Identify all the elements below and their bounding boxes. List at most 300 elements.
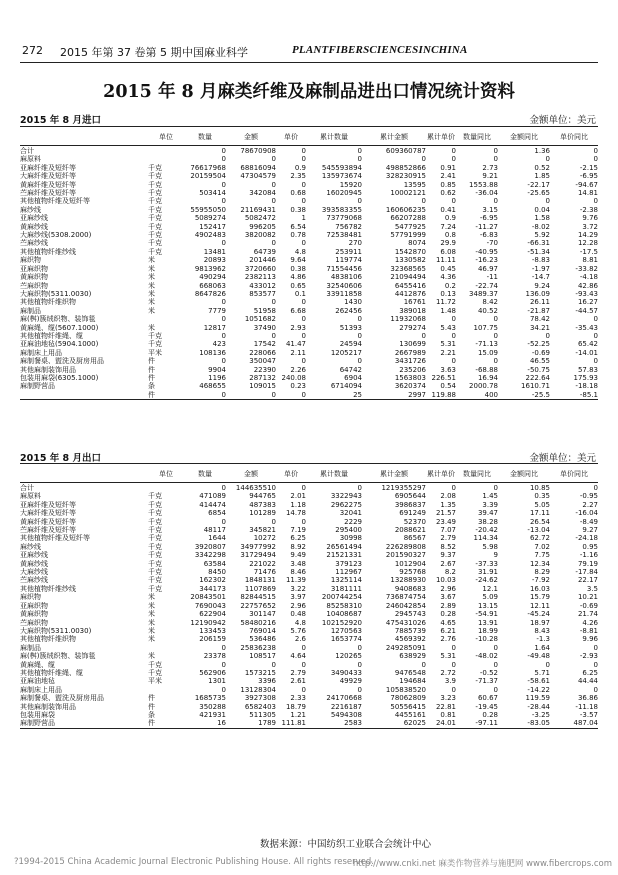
export-section-header xyxy=(20,450,598,464)
table-row xyxy=(20,172,598,180)
column-header: 累计数量 xyxy=(320,132,348,141)
table-cell: 千克 xyxy=(148,526,162,535)
table-cell: 6.68 xyxy=(290,306,306,315)
table-cell: 162302 xyxy=(199,576,226,585)
table-cell: 件 xyxy=(148,373,155,382)
table-cell: 7.02 xyxy=(534,542,550,551)
table-cell: 0.41 xyxy=(440,205,456,214)
table-cell: 4.26 xyxy=(582,618,598,627)
table-cell: 0 xyxy=(451,155,456,164)
export-label: 2015 年 8 月出口 xyxy=(20,453,101,464)
table-header-row xyxy=(20,128,598,146)
table-cell: 5.31 xyxy=(440,652,456,661)
table-cell: 471089 xyxy=(199,492,226,501)
table-cell: 2.96 xyxy=(440,584,456,593)
table-cell: 0 xyxy=(493,315,498,324)
table-cell: 468655 xyxy=(199,382,226,391)
table-cell: 20893 xyxy=(203,256,226,265)
table-row xyxy=(20,357,598,365)
table-cell: -17.5 xyxy=(579,247,598,256)
table-cell: 71554456 xyxy=(326,264,362,273)
table-cell: 大麻织物(5311.0030) xyxy=(20,626,92,635)
table-cell: 2.33 xyxy=(290,694,306,703)
table-cell: -48.02 xyxy=(475,652,498,661)
column-header: 金额同比 xyxy=(510,132,538,141)
column-header: 金额 xyxy=(244,132,258,141)
table-cell: 2962275 xyxy=(330,500,362,509)
table-cell: 0 xyxy=(301,147,306,155)
table-cell: -33.82 xyxy=(575,264,598,273)
table-row xyxy=(20,551,598,559)
table-cell: 8.2 xyxy=(444,568,456,577)
table-cell: 13288930 xyxy=(390,576,426,585)
table-cell: 0 xyxy=(451,357,456,366)
table-cell: 119.88 xyxy=(426,391,456,400)
table-cell: 麻制床上用品 xyxy=(20,685,62,694)
table-cell: 226.51 xyxy=(431,373,456,382)
table-cell: 17542 xyxy=(253,340,276,349)
table-cell: -3.57 xyxy=(579,710,598,719)
page-title: 2015 年 8 月麻类纤维及麻制品进出口情况统计资料 xyxy=(103,82,515,102)
table-cell: 6.54 xyxy=(290,222,306,231)
table-cell: 0 xyxy=(421,155,426,164)
table-cell: 亚麻油地毡 xyxy=(20,677,55,686)
table-cell: -6.95 xyxy=(579,172,598,181)
table-cell: 32540606 xyxy=(326,281,362,290)
table-cell: 7.19 xyxy=(290,526,306,535)
table-cell: 0 xyxy=(301,180,306,189)
table-cell: 0 xyxy=(271,331,276,340)
table-cell: 0.9 xyxy=(294,163,306,172)
table-cell: 9904 xyxy=(208,365,226,374)
table-cell: 1.35 xyxy=(440,500,456,509)
table-cell: 麻(桝)簇绒织物、装饰毯 xyxy=(20,315,96,324)
table-cell: 0.35 xyxy=(534,492,550,501)
table-cell: 千克 xyxy=(148,163,162,172)
page-footer xyxy=(14,857,612,867)
table-cell: 944765 xyxy=(249,492,276,501)
table-cell: 15.09 xyxy=(477,348,498,357)
table-cell: 0 xyxy=(301,315,306,324)
table-cell: 5.98 xyxy=(482,542,498,551)
import-unit-note: 金额单位：美元 xyxy=(529,115,596,126)
table-cell: 0 xyxy=(451,660,456,669)
table-row xyxy=(20,593,598,601)
table-cell: 7.24 xyxy=(440,222,456,231)
table-cell: 119.59 xyxy=(525,694,550,703)
column-header: 数量 xyxy=(198,469,212,478)
table-cell: -28.44 xyxy=(527,702,550,711)
table-cell: 千克 xyxy=(148,247,162,256)
table-cell: 8074 xyxy=(408,239,426,248)
journal-name-en: PLANTFIBERSCIENCESINCHINA xyxy=(292,44,468,56)
table-cell: 0 xyxy=(493,357,498,366)
table-cell: 10002121 xyxy=(390,189,426,198)
table-cell: -94.67 xyxy=(575,180,598,189)
table-cell: 2.76 xyxy=(440,635,456,644)
table-cell: 295400 xyxy=(335,526,362,535)
table-row xyxy=(20,324,598,332)
table-cell: 2583 xyxy=(306,719,362,728)
table-cell: 536486 xyxy=(249,635,276,644)
table-cell: 麻制床上用品 xyxy=(20,348,62,357)
column-header: 累计单价 xyxy=(427,132,455,141)
table-cell: 3342298 xyxy=(194,551,226,560)
table-cell: 1.18 xyxy=(290,500,306,509)
table-cell: 千克 xyxy=(148,500,162,509)
table-cell: 114.34 xyxy=(473,534,498,543)
column-header: 单价 xyxy=(284,132,298,141)
column-header: 累计金额 xyxy=(380,132,408,141)
column-header: 累计单价 xyxy=(427,469,455,478)
table-cell: 222.64 xyxy=(525,373,550,382)
table-cell: 60.67 xyxy=(477,694,498,703)
table-cell: -44.57 xyxy=(575,306,598,315)
table-cell: 16761 xyxy=(403,298,426,307)
table-cell: 562906 xyxy=(199,668,226,677)
table-cell: 黄麻绳、缆 xyxy=(20,660,55,669)
cnki-link[interactable]: http://www.cnki.net xyxy=(352,859,436,869)
table-cell: 千克 xyxy=(148,189,162,198)
table-cell: 57.83 xyxy=(577,365,598,374)
table-cell: 0 xyxy=(221,643,226,652)
table-cell: 2229 xyxy=(344,517,362,526)
table-cell: 亚麻纱线 xyxy=(20,214,48,223)
table-cell: 5.71 xyxy=(534,668,550,677)
table-cell: 0 xyxy=(593,315,598,324)
table-cell: 71476 xyxy=(253,568,276,577)
table-row xyxy=(20,189,598,197)
table-cell: 3431726 xyxy=(394,357,426,366)
table-cell: 0 xyxy=(221,517,226,526)
table-row xyxy=(20,602,598,610)
table-cell: 9.37 xyxy=(440,551,456,560)
table-cell: 62025 xyxy=(362,719,426,728)
table-cell: 3.67 xyxy=(440,593,456,602)
table-cell: 3.23 xyxy=(440,694,456,703)
table-cell: 24170668 xyxy=(326,694,362,703)
table-cell: 37490 xyxy=(253,323,276,332)
table-cell: 7.75 xyxy=(534,551,550,560)
table-cell: -40.95 xyxy=(475,247,498,256)
column-header: 数量同比 xyxy=(463,469,491,478)
table-cell: 4.8 xyxy=(294,247,306,256)
table-cell: 3.39 xyxy=(482,500,498,509)
table-cell: 108136 xyxy=(199,348,226,357)
table-row xyxy=(20,501,598,509)
table-cell: 0 xyxy=(271,197,276,206)
table-cell: 152417 xyxy=(199,222,226,231)
table-cell: -97.11 xyxy=(456,719,498,728)
table-cell: 2.79 xyxy=(290,668,306,677)
table-cell: 4569392 xyxy=(394,635,426,644)
table-cell: 253911 xyxy=(335,247,362,256)
table-cell: 24.01 xyxy=(426,719,456,728)
table-row xyxy=(20,248,598,256)
table-cell: 8.52 xyxy=(440,542,456,551)
table-cell: 2.93 xyxy=(290,323,306,332)
table-cell: 200744254 xyxy=(321,593,362,602)
table-cell: 11.72 xyxy=(435,298,456,307)
table-cell: 42.86 xyxy=(577,281,598,290)
table-cell: -68.88 xyxy=(475,365,498,374)
table-cell: 苎麻纱线 xyxy=(20,239,48,248)
table-row xyxy=(20,298,598,306)
table-cell: 3489.37 xyxy=(469,289,498,298)
table-cell: 5.76 xyxy=(290,626,306,635)
table-cell: 合计 xyxy=(20,484,34,492)
table-cell: 0 xyxy=(301,155,306,164)
table-cell: 6.08 xyxy=(440,247,456,256)
table-cell: 135973674 xyxy=(321,172,362,181)
table-cell: 8.29 xyxy=(534,568,550,577)
table-cell: 1553.88 xyxy=(469,180,498,189)
table-cell: 40.52 xyxy=(477,306,498,315)
table-cell: 2945743 xyxy=(394,610,426,619)
table-cell: 1573215 xyxy=(244,668,276,677)
table-cell: -13.04 xyxy=(527,526,550,535)
column-header: 累计数量 xyxy=(320,469,348,478)
table-cell: 2.21 xyxy=(440,348,456,357)
table-row xyxy=(20,585,598,593)
table-cell: 29.9 xyxy=(440,239,456,248)
table-cell: 麻纱线 xyxy=(20,205,41,214)
table-cell: 16.94 xyxy=(477,373,498,382)
table-row xyxy=(20,576,598,584)
table-cell: -22.17 xyxy=(527,180,550,189)
table-cell: 条 xyxy=(148,382,155,391)
table-cell: 亚麻油地毡(5904.1000) xyxy=(20,340,99,349)
table-cell: 10.03 xyxy=(435,576,456,585)
table-cell: 0 xyxy=(493,484,498,492)
table-cell: 7.07 xyxy=(440,526,456,535)
table-cell: 0 xyxy=(357,331,362,340)
table-row xyxy=(20,711,598,719)
column-header: 单价 xyxy=(284,469,298,478)
table-cell: 5.09 xyxy=(482,593,498,602)
table-cell: 21.57 xyxy=(435,509,456,518)
table-cell: 3.5 xyxy=(586,584,598,593)
table-cell: 3322943 xyxy=(330,492,362,501)
table-cell: 苎麻纱线 xyxy=(20,576,48,585)
table-cell: 0 xyxy=(221,660,226,669)
table-cell: 68816094 xyxy=(240,163,276,172)
table-cell: 0 xyxy=(221,239,226,248)
table-cell: 8.42 xyxy=(482,298,498,307)
table-cell: 其他麻制装饰用品 xyxy=(20,365,76,374)
table-cell: -0.52 xyxy=(479,668,498,677)
table-cell: 78670908 xyxy=(240,147,276,155)
table-cell: 2.67 xyxy=(440,559,456,568)
table-cell: 0 xyxy=(493,685,498,694)
table-cell: 2088621 xyxy=(394,526,426,535)
table-cell: -35.43 xyxy=(575,323,598,332)
table-cell: 0.23 xyxy=(290,382,306,391)
table-cell: 421931 xyxy=(199,710,226,719)
table-cell: 平米 xyxy=(148,677,162,686)
table-cell: 千克 xyxy=(148,340,162,349)
table-cell xyxy=(148,147,184,155)
table-row xyxy=(20,669,598,677)
table-cell: 0.8 xyxy=(444,231,456,240)
table-cell: -52.25 xyxy=(527,340,550,349)
table-cell: 925768 xyxy=(399,568,426,577)
table-cell: 7885739 xyxy=(394,626,426,635)
table-cell: 22.81 xyxy=(435,702,456,711)
table-cell: 622904 xyxy=(199,610,226,619)
import-section-header xyxy=(20,112,598,126)
table-cell: -14.7 xyxy=(531,273,550,282)
table-cell xyxy=(20,391,148,400)
table-row xyxy=(20,265,598,273)
table-cell: 136.09 xyxy=(525,289,550,298)
table-cell: -14.22 xyxy=(527,685,550,694)
table-cell: 14.78 xyxy=(285,509,306,518)
table-cell: 0 xyxy=(221,155,226,164)
table-cell: 16020945 xyxy=(326,189,362,198)
table-cell: 0 xyxy=(221,315,226,324)
table-cell: 160606235 xyxy=(385,205,426,214)
export-top-rule xyxy=(20,463,598,464)
table-cell: 3.63 xyxy=(440,365,456,374)
table-cell: 18.79 xyxy=(285,702,306,711)
table-cell: 0 xyxy=(451,147,456,155)
table-cell: 46.97 xyxy=(477,264,498,273)
table-cell: 25 xyxy=(306,391,362,400)
table-cell: 亚麻织物 xyxy=(20,601,48,610)
table-cell: -24.62 xyxy=(475,576,498,585)
table-cell: 米 xyxy=(148,635,155,644)
table-cell xyxy=(148,155,184,163)
table-cell: 0.38 xyxy=(290,264,306,273)
table-cell: -2.15 xyxy=(579,163,598,172)
table-cell: 5494308 xyxy=(330,710,362,719)
table-cell: 2667989 xyxy=(394,348,426,357)
table-cell: 32041 xyxy=(339,509,362,518)
table-cell: 10.21 xyxy=(577,593,598,602)
table-cell: 86567 xyxy=(403,534,426,543)
table-cell: 件 xyxy=(148,365,155,374)
table-cell: 0 xyxy=(301,298,306,307)
table-cell: 31.91 xyxy=(477,568,498,577)
table-cell: 1270563 xyxy=(330,626,362,635)
table-cell: 20843501 xyxy=(190,593,226,602)
table-cell: 65.42 xyxy=(577,340,598,349)
table-row xyxy=(20,332,598,340)
page-number: 272 xyxy=(22,44,43,57)
table-cell: 0.65 xyxy=(290,281,306,290)
table-cell: 2.35 xyxy=(290,172,306,181)
table-cell: -4.18 xyxy=(579,273,598,282)
table-cell: 78.42 xyxy=(529,315,550,324)
table-cell: 0 xyxy=(451,484,456,492)
table-cell: -11.18 xyxy=(575,702,598,711)
table-cell: 26.11 xyxy=(529,298,550,307)
table-cell: 57791999 xyxy=(390,231,426,240)
table-cell: 50556415 xyxy=(390,702,426,711)
table-cell: 22390 xyxy=(253,365,276,374)
footer-site xyxy=(353,857,612,869)
table-cell: 393583355 xyxy=(321,205,362,214)
table-cell: 736874754 xyxy=(385,593,426,602)
table-cell: 21521331 xyxy=(326,551,362,560)
column-header: 累计金额 xyxy=(380,469,408,478)
table-cell: 2.08 xyxy=(440,492,456,501)
table-cell: 12190942 xyxy=(190,618,226,627)
table-cell: -8.81 xyxy=(579,626,598,635)
table-cell: 0 xyxy=(593,197,598,206)
table-cell: 麻制野营品 xyxy=(20,382,55,391)
table-cell: 0 xyxy=(271,239,276,248)
table-cell: 4.64 xyxy=(290,652,306,661)
table-cell: 4412876 xyxy=(394,289,426,298)
table-cell: 0 xyxy=(545,331,550,340)
table-cell: 490294 xyxy=(199,273,226,282)
table-cell: 0 xyxy=(271,155,276,164)
table-cell: 5.05 xyxy=(534,500,550,509)
table-cell: 8.46 xyxy=(290,568,306,577)
table-row xyxy=(20,282,598,290)
table-cell: -0.69 xyxy=(531,348,550,357)
table-cell xyxy=(148,484,184,492)
table-cell: -6.95 xyxy=(479,214,498,223)
table-cell: 8.81 xyxy=(582,256,598,265)
table-cell: 5.92 xyxy=(534,231,550,240)
table-cell: 0 xyxy=(301,357,306,366)
table-cell: 千克 xyxy=(148,239,162,248)
table-cell: 51958 xyxy=(253,306,276,315)
table-cell: 件 xyxy=(148,391,184,400)
table-cell: 36.86 xyxy=(577,694,598,703)
table-cell: 3.9 xyxy=(444,677,456,686)
watermark: 麻类作物营养与施肥网 www.fibercrops.com xyxy=(438,859,612,869)
table-cell: -20.42 xyxy=(475,526,498,535)
table-row xyxy=(20,694,598,702)
table-cell: 0.95 xyxy=(582,542,598,551)
table-cell: 0 xyxy=(493,331,498,340)
table-cell: -45.24 xyxy=(527,610,550,619)
table-cell: 6.25 xyxy=(582,668,598,677)
table-cell: 0 xyxy=(357,197,362,206)
table-cell: 其他植物纤维及短纤等 xyxy=(20,197,90,206)
table-cell: 12.28 xyxy=(577,239,598,248)
table-cell: 0 xyxy=(451,331,456,340)
table-cell: 米 xyxy=(148,652,155,661)
column-header: 数量同比 xyxy=(463,132,491,141)
table-row xyxy=(20,374,598,382)
table-cell: 9.27 xyxy=(582,526,598,535)
table-cell: 0.9 xyxy=(444,214,456,223)
table-cell: 0.48 xyxy=(290,610,306,619)
table-row xyxy=(20,543,598,551)
table-cell: 0.68 xyxy=(290,189,306,198)
table-cell: 279274 xyxy=(399,323,426,332)
table-cell: 48117 xyxy=(203,526,226,535)
table-cell: 0 xyxy=(493,660,498,669)
table-cell: -11 xyxy=(486,273,498,282)
table-cell: 41.47 xyxy=(285,340,306,349)
table-cell: 2.61 xyxy=(290,677,306,686)
table-cell: 千克 xyxy=(148,542,162,551)
table-row xyxy=(20,635,598,643)
table-cell: 5.31 xyxy=(440,340,456,349)
table-cell: 0 xyxy=(221,484,226,492)
table-cell: 2.6 xyxy=(294,635,306,644)
table-row xyxy=(20,568,598,576)
table-cell: 1012904 xyxy=(394,559,426,568)
table-cell: 6.21 xyxy=(440,626,456,635)
table-cell: 18.99 xyxy=(477,626,498,635)
